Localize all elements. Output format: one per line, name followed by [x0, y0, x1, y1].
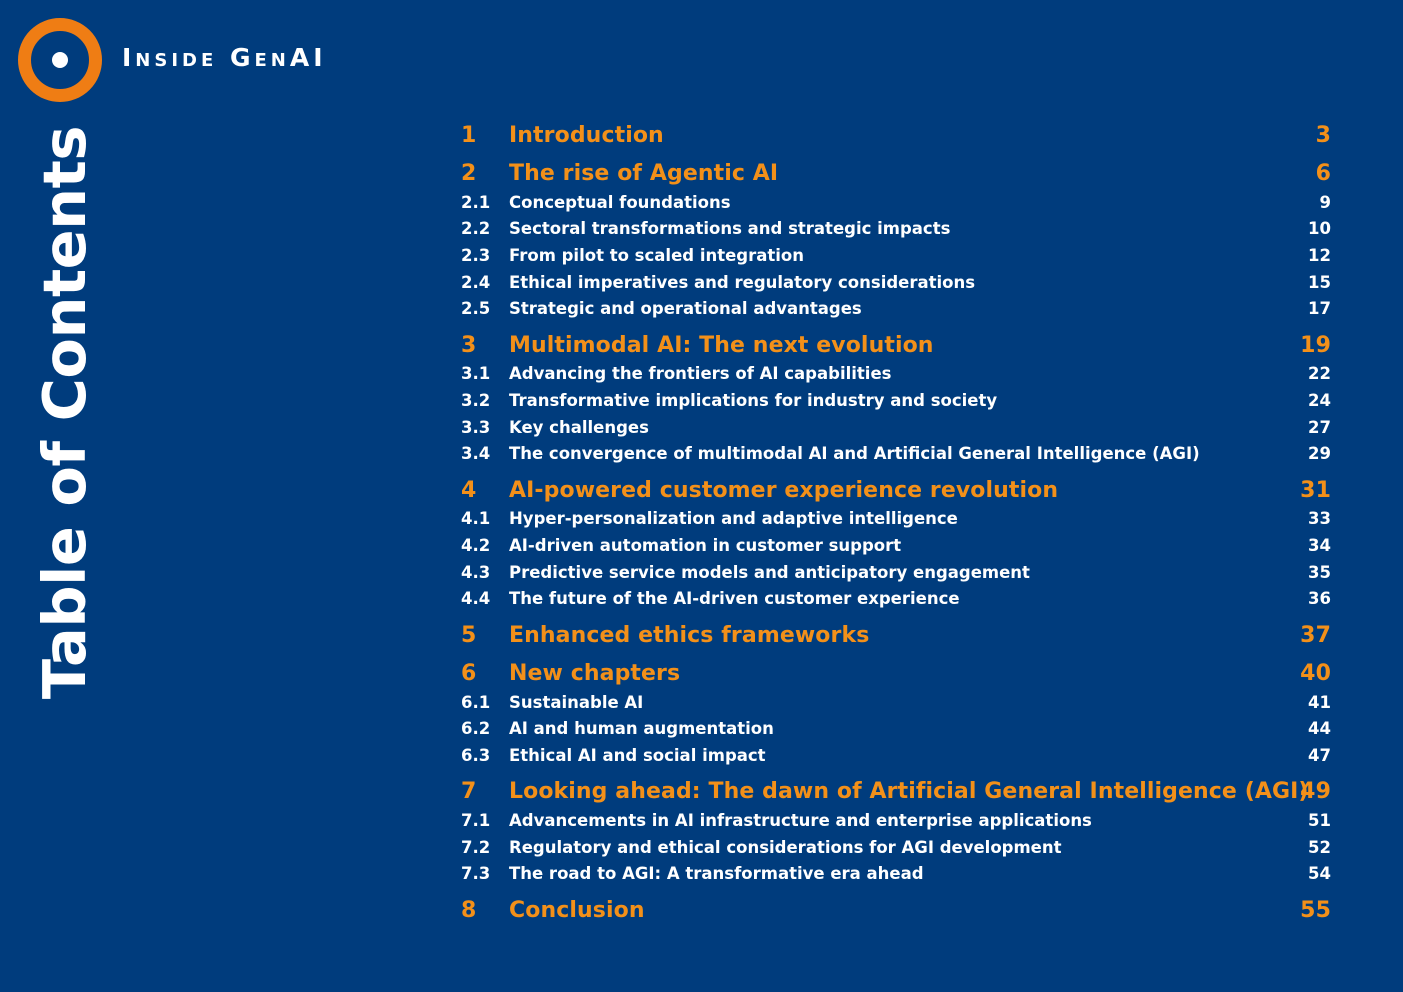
toc-title: Multimodal AI: The next evolution — [509, 333, 934, 358]
toc-chapter-row[interactable] — [461, 898, 1331, 924]
toc-page: 27 — [1308, 418, 1331, 437]
toc-number: 3.3 — [461, 418, 491, 437]
toc-page: 49 — [1300, 779, 1331, 804]
toc-chapter-row[interactable] — [461, 333, 1331, 359]
toc-title: Strategic and operational advantages — [509, 299, 862, 318]
toc-page: 10 — [1308, 219, 1331, 238]
toc-page: 40 — [1300, 661, 1331, 686]
toc-number: 6.2 — [461, 719, 491, 738]
toc-chapter-row[interactable] — [461, 478, 1331, 504]
toc-title: The road to AGI: A transformative era ahead — [509, 864, 924, 883]
toc-title: Looking ahead: The dawn of Artificial General Intelligence (AGI) — [509, 779, 1309, 804]
toc-page: 33 — [1308, 509, 1331, 528]
toc-section-row[interactable] — [461, 692, 1331, 714]
toc-page: 37 — [1300, 623, 1331, 648]
toc-chapter-row[interactable] — [461, 779, 1331, 805]
toc-number: 3.4 — [461, 444, 491, 463]
toc-title: Transformative implications for industry and society — [509, 391, 998, 410]
toc-title: Introduction — [509, 123, 664, 148]
toc-title: The rise of Agentic AI — [509, 161, 779, 186]
toc-chapter-row[interactable] — [461, 623, 1331, 649]
toc-page: 41 — [1308, 693, 1331, 712]
toc-title: AI-powered customer experience revolution — [509, 478, 1059, 503]
toc-number: 5 — [461, 623, 477, 648]
toc-number: 7.1 — [461, 811, 491, 830]
logo-ring-icon — [18, 18, 102, 102]
toc-title: Advancing the frontiers of AI capabilities — [509, 364, 892, 383]
toc-page: 29 — [1308, 444, 1331, 463]
toc-title: Regulatory and ethical considerations for AGI development — [509, 838, 1062, 857]
toc-number: 1 — [461, 123, 477, 148]
toc-page: 51 — [1308, 811, 1331, 830]
toc-title: Advancements in AI infrastructure and enterprise applications — [509, 811, 1092, 830]
toc-title: Ethical imperatives and regulatory considerations — [509, 273, 976, 292]
toc-page: 17 — [1308, 299, 1331, 318]
toc-page: 31 — [1300, 478, 1331, 503]
toc-title: Sustainable AI — [509, 693, 644, 712]
page-title: Table of Contents — [30, 126, 99, 700]
toc-section-row[interactable] — [461, 390, 1331, 412]
toc-title: Conceptual foundations — [509, 193, 731, 212]
toc-page: 6 — [1315, 161, 1331, 186]
toc-title: AI and human augmentation — [509, 719, 774, 738]
toc-title: Key challenges — [509, 418, 649, 437]
toc-title: Ethical AI and social impact — [509, 746, 766, 765]
toc-number: 7 — [461, 779, 477, 804]
toc-number: 7.3 — [461, 864, 491, 883]
toc-number: 2.3 — [461, 246, 491, 265]
toc-title: New chapters — [509, 661, 681, 686]
toc-page: 35 — [1308, 563, 1331, 582]
toc-section-row[interactable] — [461, 810, 1331, 832]
toc-section-row[interactable] — [461, 562, 1331, 584]
toc-chapter-row[interactable] — [461, 661, 1331, 687]
toc-section-row[interactable] — [461, 535, 1331, 557]
toc-page: 36 — [1308, 589, 1331, 608]
toc-title: The future of the AI-driven customer experience — [509, 589, 960, 608]
toc-number: 6 — [461, 661, 477, 686]
toc-page: 9 — [1319, 193, 1331, 212]
toc-number: 2.5 — [461, 299, 491, 318]
toc-section-row[interactable] — [461, 192, 1331, 214]
toc-title: The convergence of multimodal AI and Artificial General Intelligence (AGI) — [509, 444, 1200, 463]
toc-section-row[interactable] — [461, 443, 1331, 465]
toc-section-row[interactable] — [461, 588, 1331, 610]
toc-number: 2.2 — [461, 219, 491, 238]
toc-number: 7.2 — [461, 838, 491, 857]
toc-number: 4.4 — [461, 589, 491, 608]
toc-section-row[interactable] — [461, 863, 1331, 885]
toc-title: From pilot to scaled integration — [509, 246, 805, 265]
toc-page: 24 — [1308, 391, 1331, 410]
toc-title: Predictive service models and anticipatory engagement — [509, 563, 1030, 582]
toc-page: 44 — [1308, 719, 1331, 738]
toc-section-row[interactable] — [461, 837, 1331, 859]
toc-number: 4.2 — [461, 536, 491, 555]
toc-number: 3.2 — [461, 391, 491, 410]
toc-number: 4.3 — [461, 563, 491, 582]
toc-title: Conclusion — [509, 898, 645, 923]
toc-number: 3.1 — [461, 364, 491, 383]
toc-chapter-row[interactable] — [461, 123, 1331, 149]
toc-page: 55 — [1300, 898, 1331, 923]
toc-page: 34 — [1308, 536, 1331, 555]
toc-page: 19 — [1300, 333, 1331, 358]
toc-section-row[interactable] — [461, 272, 1331, 294]
toc-section-row[interactable] — [461, 508, 1331, 530]
toc-number: 4 — [461, 478, 477, 503]
brand-name: Inside GenAI — [122, 43, 327, 72]
toc-section-row[interactable] — [461, 718, 1331, 740]
toc-page: 12 — [1308, 246, 1331, 265]
toc-section-row[interactable] — [461, 245, 1331, 267]
toc-number: 6.1 — [461, 693, 491, 712]
toc-chapter-row[interactable] — [461, 161, 1331, 187]
toc-number: 6.3 — [461, 746, 491, 765]
toc-number: 3 — [461, 333, 477, 358]
toc-title: Enhanced ethics frameworks — [509, 623, 870, 648]
toc-number: 8 — [461, 898, 477, 923]
toc-title: AI-driven automation in customer support — [509, 536, 902, 555]
toc-section-row[interactable] — [461, 298, 1331, 320]
toc-section-row[interactable] — [461, 363, 1331, 385]
toc-page: 52 — [1308, 838, 1331, 857]
toc-page: 47 — [1308, 746, 1331, 765]
logo-dot-icon — [52, 52, 68, 68]
toc-title: Sectoral transformations and strategic impacts — [509, 219, 951, 238]
toc-page: 15 — [1308, 273, 1331, 292]
toc-page: 22 — [1308, 364, 1331, 383]
toc-section-row[interactable] — [461, 417, 1331, 439]
toc-title: Hyper-personalization and adaptive intelligence — [509, 509, 958, 528]
toc-page: 3 — [1315, 123, 1331, 148]
toc-section-row[interactable] — [461, 218, 1331, 240]
toc-number: 4.1 — [461, 509, 491, 528]
toc-number: 2 — [461, 161, 477, 186]
toc-number: 2.1 — [461, 193, 491, 212]
toc-section-row[interactable] — [461, 745, 1331, 767]
toc-page: 54 — [1308, 864, 1331, 883]
toc-number: 2.4 — [461, 273, 491, 292]
